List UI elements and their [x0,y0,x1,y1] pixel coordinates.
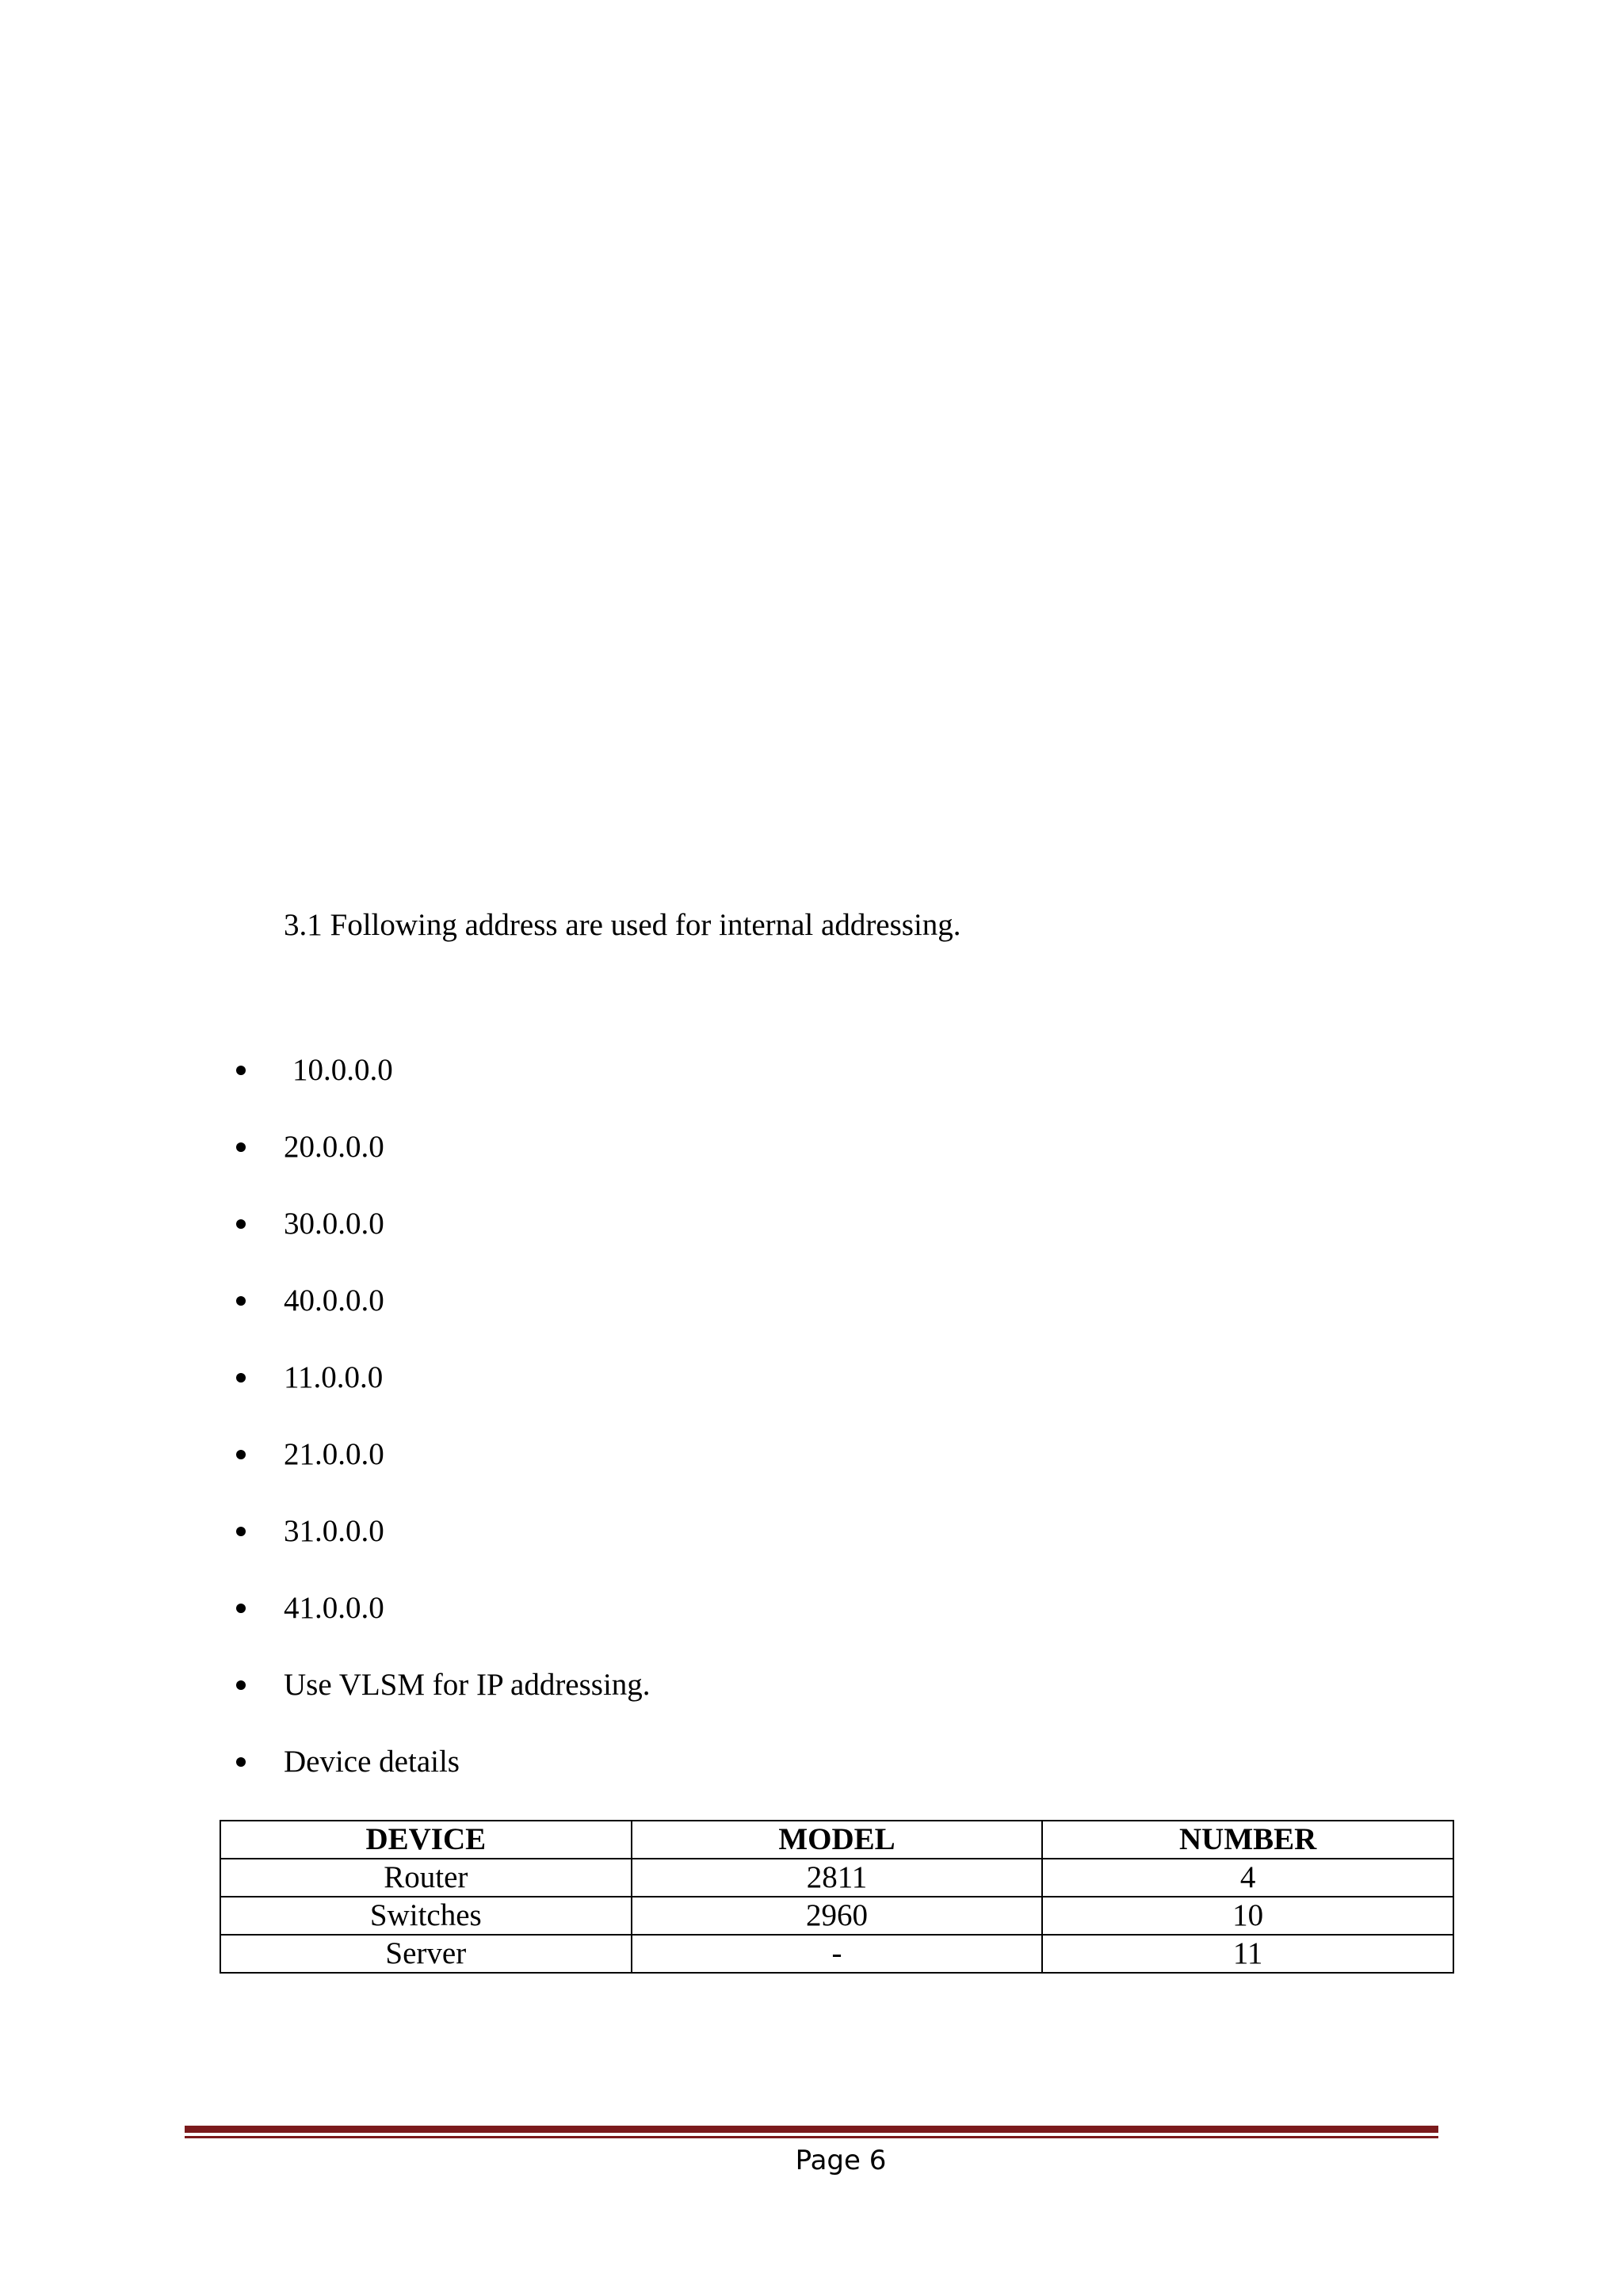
list-item-text: Device details [284,1745,460,1779]
list-item-text: 30.0.0.0 [284,1207,384,1241]
table-cell: - [632,1935,1043,1973]
bullet-icon [236,1296,246,1306]
list-item-text: 31.0.0.0 [284,1514,384,1548]
list-item-text: 20.0.0.0 [284,1130,384,1164]
table-cell: 11 [1042,1935,1453,1973]
table-cell: 10 [1042,1897,1453,1935]
table-cell: Server [220,1935,632,1973]
list-item-text: 21.0.0.0 [284,1437,384,1471]
bullet-icon [236,1373,246,1383]
table-header-row [220,1821,1453,1859]
column-header-model: MODEL [632,1821,1043,1859]
bullet-icon [236,1604,246,1613]
device-details-table [220,1820,1454,1974]
column-header-number: NUMBER [1042,1821,1453,1859]
list-item-text: 40.0.0.0 [284,1283,384,1318]
list-item-text: 10.0.0.0 [292,1053,393,1087]
bullet-icon [236,1450,246,1459]
bullet-icon [236,1219,246,1229]
list-item-text: 41.0.0.0 [284,1591,384,1625]
table-cell: 2960 [632,1897,1043,1935]
bullet-icon [236,1142,246,1152]
bullet-icon [236,1066,246,1075]
table-cell: 4 [1042,1859,1453,1897]
table-row [220,1935,1453,1973]
list-item-text: Use VLSM for IP addressing. [284,1668,651,1702]
list-item-text: 11.0.0.0 [284,1360,384,1394]
footer-divider-thin [185,2136,1438,2138]
table-cell: 2811 [632,1859,1043,1897]
bullet-icon [236,1680,246,1690]
bullet-icon [236,1757,246,1767]
section-intro: 3.1 Following address are used for internal addressing. [284,908,961,942]
table-cell: Switches [220,1897,632,1935]
column-header-device: DEVICE [220,1821,632,1859]
table-row [220,1859,1453,1897]
footer-divider [185,2126,1438,2133]
table-cell: Router [220,1859,632,1897]
table-row [220,1897,1453,1935]
bullet-icon [236,1527,246,1536]
page-number: Page 6 [795,2145,887,2176]
